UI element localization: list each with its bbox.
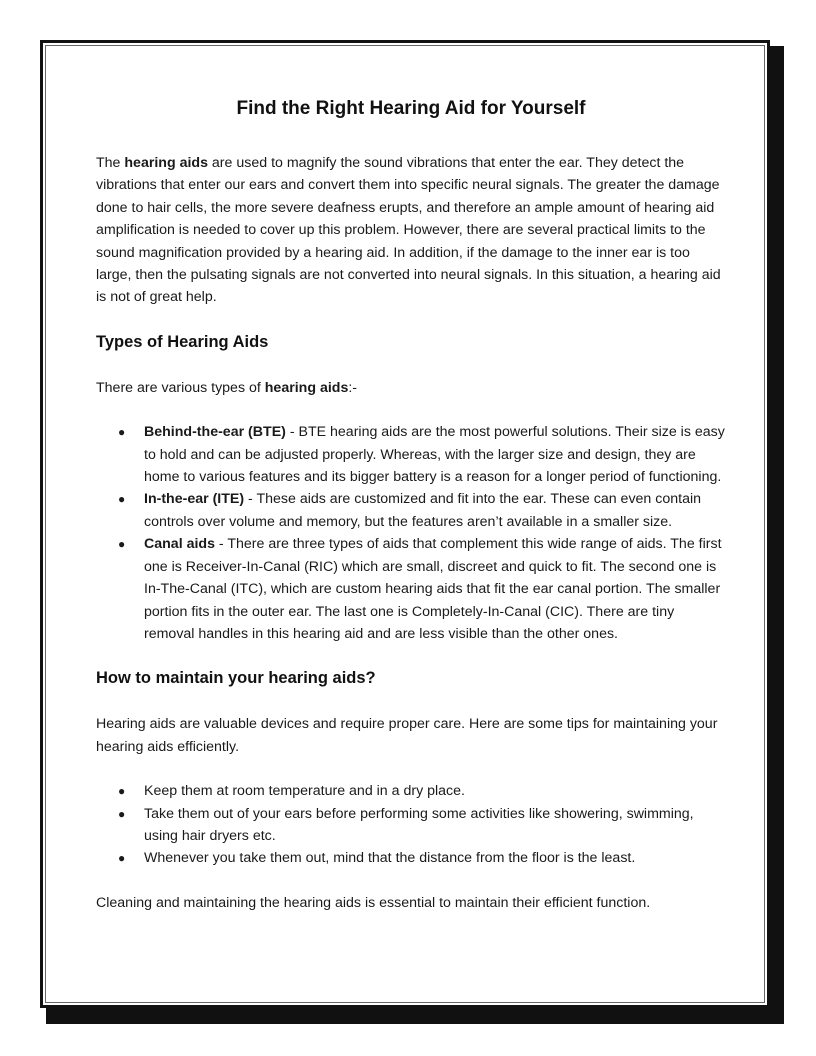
- intro-keyword: hearing aids: [124, 155, 208, 171]
- types-lead-keyword: hearing aids: [264, 379, 349, 396]
- list-item-term: Behind-the-ear (BTE): [144, 424, 286, 441]
- list-item-term: Canal aids: [144, 536, 215, 553]
- list-item: [96, 803, 726, 848]
- bullet-icon: ●: [118, 537, 126, 552]
- list-item: [96, 847, 726, 869]
- types-heading: Types of Hearing Aids: [96, 332, 269, 351]
- intro-paragraph: The hearing aids are used to magnify the sound vibrations that enter the ear. They detect the vibrations that enter our ears and convert them into specific neural signals. The greater the damage done to hair cells, the more severe deafness erupts, and therefore an ample amount of hearing aid amplification is needed to cover up this problem. However, there are several practical limits to the sound magnification provided by a hearing aid. In addition, if the damage to the inner ear is too large, then the pulsating signals are not converted into neural signals. In this situation, a hearing aid is not of great help.: [96, 155, 721, 306]
- document-body: [96, 96, 726, 936]
- bullet-icon: ●: [118, 784, 126, 799]
- list-item: [96, 421, 726, 488]
- bullet-icon: ●: [118, 851, 126, 866]
- bullet-icon: ●: [118, 425, 126, 440]
- list-item-text: Take them out of your ears before performing some activities like showering, swimming, using hair dryers etc.: [144, 805, 694, 844]
- maintain-list: [96, 780, 726, 870]
- list-item-text: - There are three types of aids that complement this wide range of aids. The first one is Receiver-In-Canal (RIC) which are small, discreet and quick to fit. The second one is In-The-Canal (ITC), which are custom hearing aids that fit the ear canal portion. The smaller portion fits in the outer ear. The last one is Completely-In-Canal (CIC). There are tiny removal handles in this hearing aid and are less visible than the other ones.: [144, 536, 722, 642]
- list-item: [96, 780, 726, 802]
- list-item-text: Keep them at room temperature and in a dry place.: [144, 783, 465, 800]
- list-item: [96, 488, 726, 533]
- maintain-lead: Hearing aids are valuable devices and require proper care. Here are some tips for maintaining your hearing aids efficiently.: [96, 716, 718, 755]
- bullet-icon: ●: [118, 492, 126, 507]
- types-list: [96, 421, 726, 645]
- list-item: [96, 533, 726, 645]
- maintain-heading: How to maintain your hearing aids?: [96, 669, 376, 688]
- bullet-icon: ●: [118, 806, 126, 821]
- closing-paragraph: Cleaning and maintaining the hearing aids is essential to maintain their efficient function.: [96, 894, 651, 911]
- list-item-text: Whenever you take them out, mind that the distance from the floor is the least.: [144, 850, 636, 867]
- list-item-text: - These aids are customized and fit into the ear. These can even contain controls over volume and memory, but the features aren’t available in a smaller size.: [144, 491, 702, 530]
- list-item-text: - BTE hearing aids are the most powerful solutions. Their size is easy to hold and can be adjusted properly. Whereas, with the larger size and design, they are home to various features and its bigger battery is a reason for a longer period of functioning.: [144, 424, 725, 486]
- types-lead: There are various types of hearing aids:-: [96, 379, 358, 396]
- list-item-term: In-the-ear (ITE): [144, 491, 245, 508]
- document-title: Find the Right Hearing Aid for Yourself: [236, 98, 586, 119]
